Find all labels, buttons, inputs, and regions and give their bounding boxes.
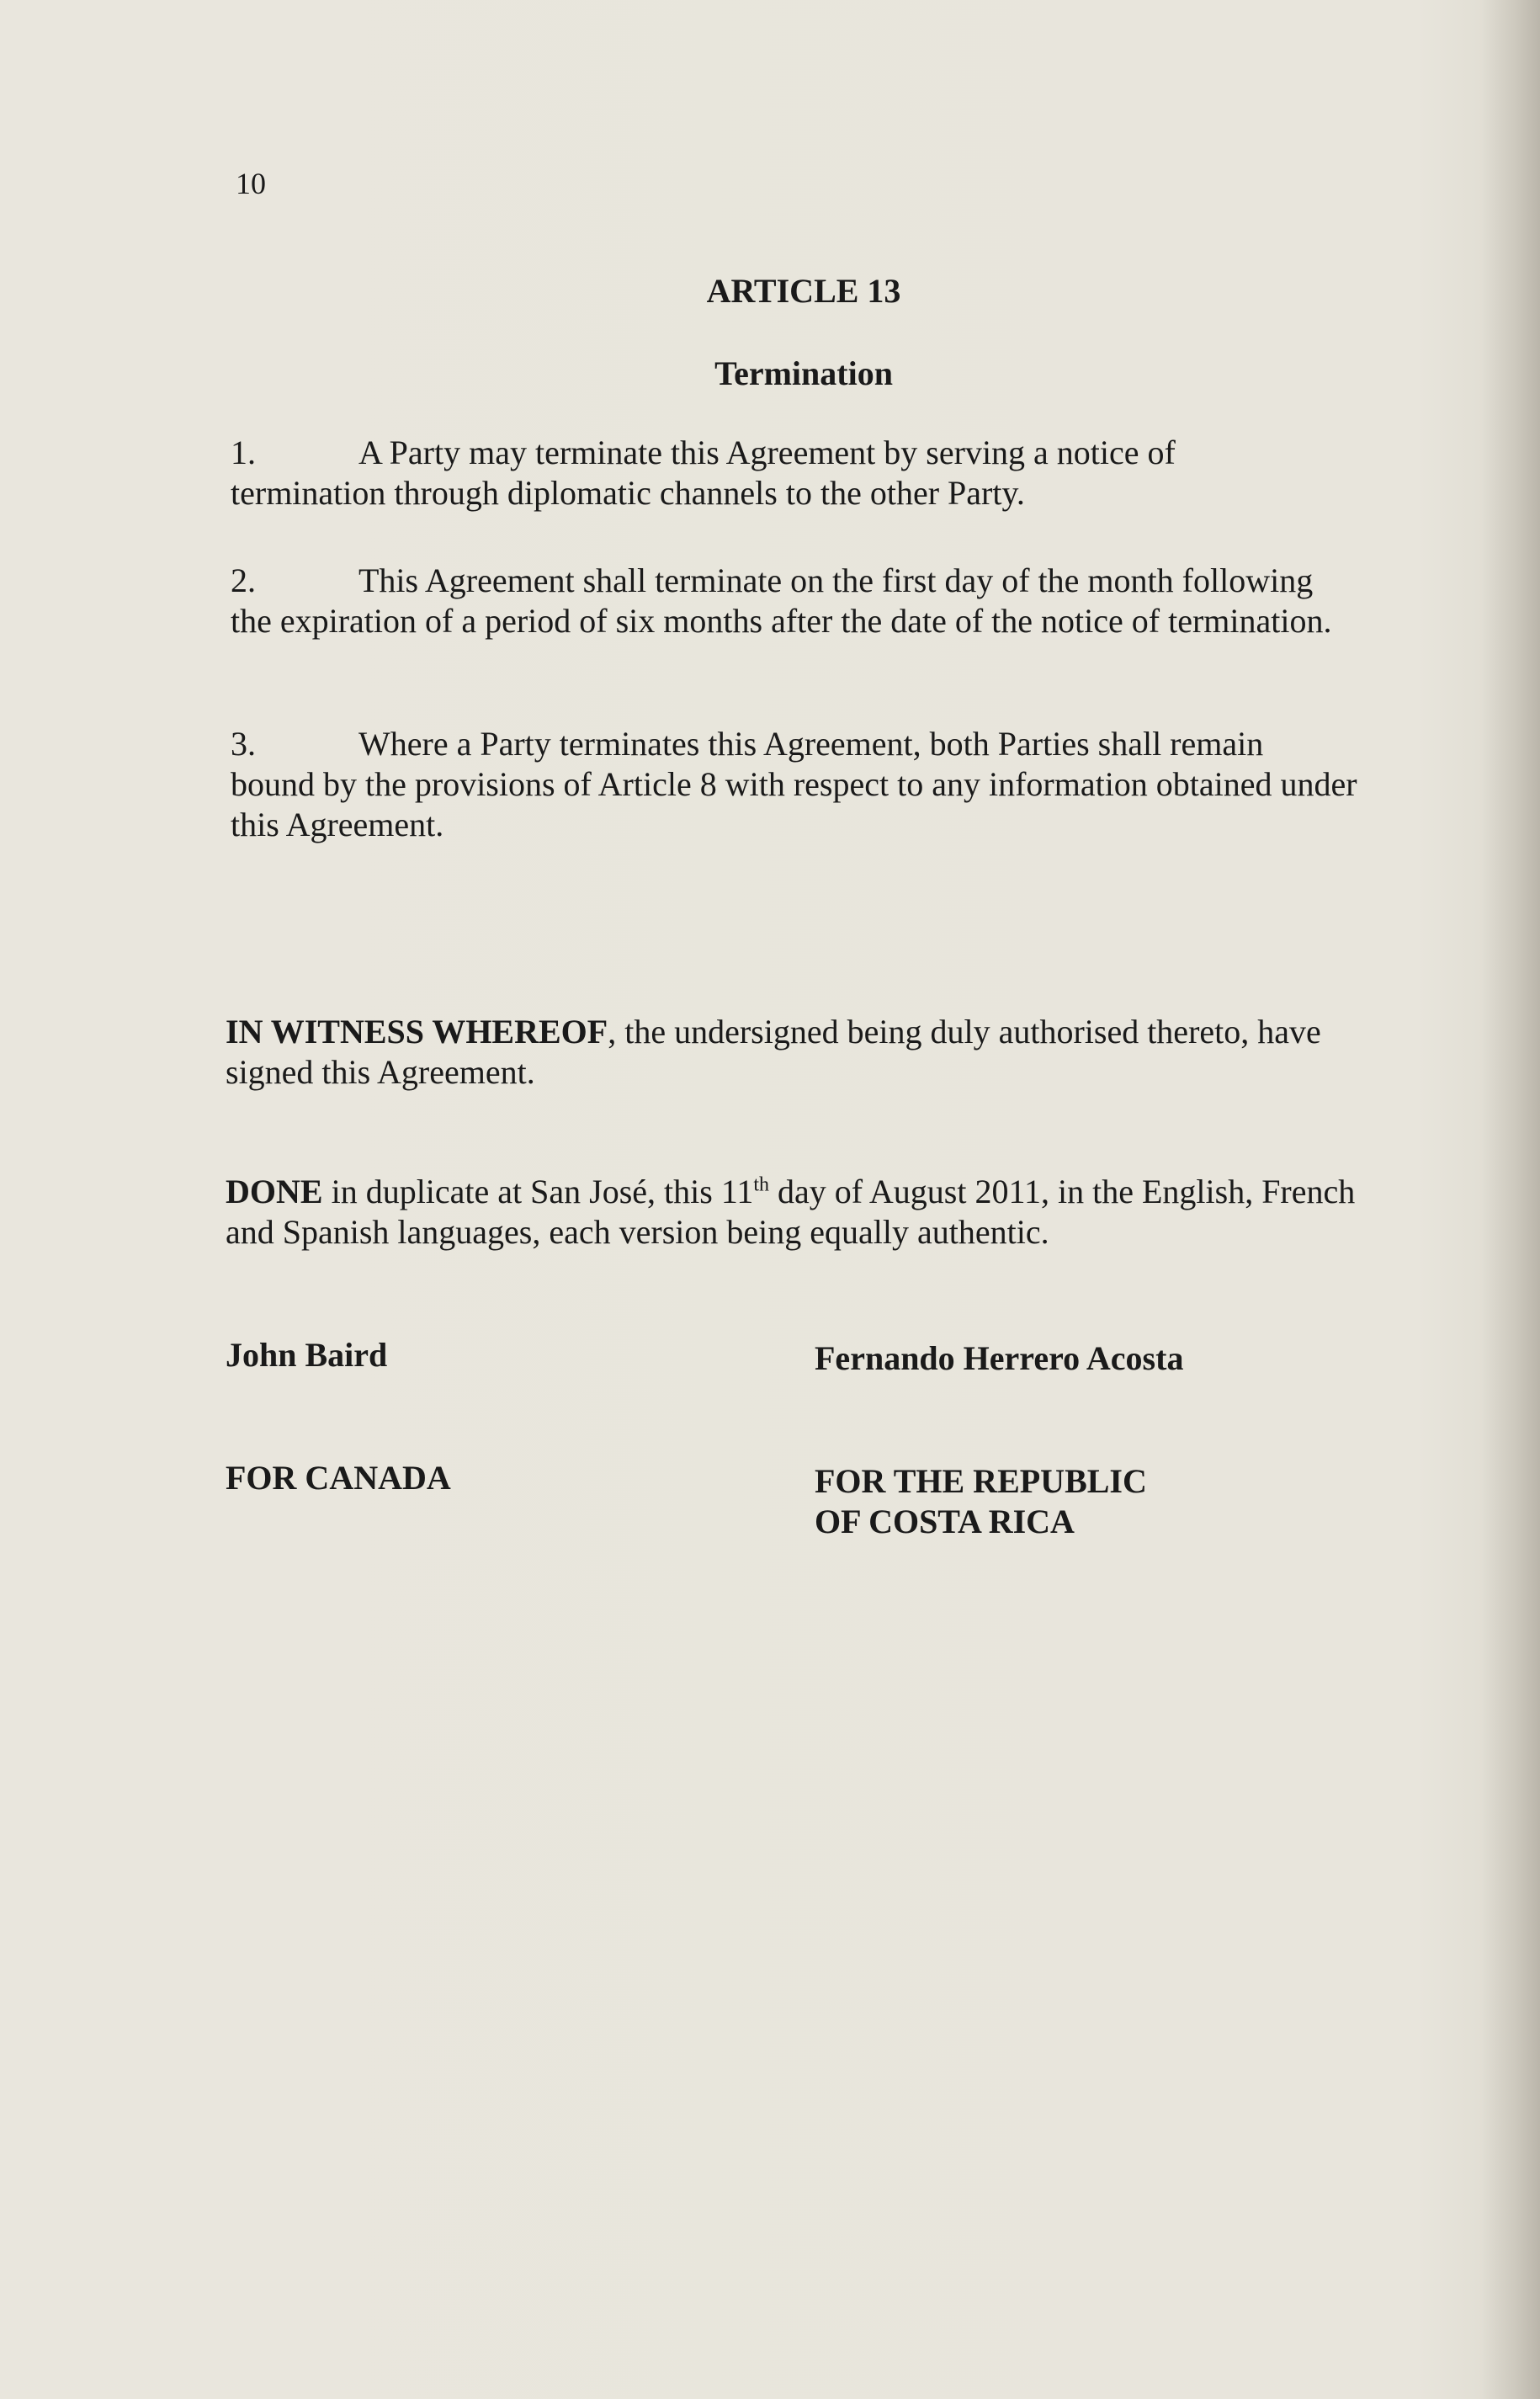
ordinal-suffix: th: [753, 1173, 770, 1196]
signatory-right-name: Fernando Herrero Acosta: [815, 1339, 1184, 1377]
paragraph-2: [231, 561, 1383, 641]
witness-text: , the undersigned being duly authorised thereto, have signed this Agreement.: [226, 1013, 1321, 1091]
signatory-right-for-line1: FOR THE REPUBLIC: [815, 1462, 1147, 1500]
signatory-left-for: FOR CANADA: [226, 1459, 451, 1497]
paragraph-3: [231, 724, 1383, 845]
done-text-before: in duplicate at San José, this 11: [322, 1173, 754, 1210]
witness-lead: IN WITNESS WHEREOF: [226, 1013, 608, 1051]
done-text-after: day of August 2011, in the English, French and Spanish languages, each version being equally authentic.: [226, 1173, 1356, 1251]
done-lead: DONE: [226, 1173, 323, 1210]
paragraph-first-line: A Party may terminate this Agreement by serving a notice of: [358, 434, 1176, 471]
paragraph-first-line: This Agreement shall terminate on the first day of the month following: [358, 561, 1314, 599]
paragraph-text: bound by the provisions of Article 8 with respect to any information obtained under this Agreement.: [231, 765, 1357, 843]
page-number: 10: [236, 167, 266, 200]
witness-clause: [226, 1012, 1387, 1093]
paragraph-number: 3.: [231, 725, 256, 763]
article-heading: ARTICLE 13: [706, 272, 901, 310]
article-subheading: Termination: [714, 354, 893, 392]
paragraph-1: [231, 433, 1383, 513]
paragraph-number: 2.: [231, 561, 256, 599]
paragraph-first-line: Where a Party terminates this Agreement, both Parties shall remain: [358, 725, 1264, 763]
signatory-left-name: John Baird: [226, 1336, 388, 1374]
signatory-right-for: [815, 1461, 1147, 1542]
done-clause: [226, 1172, 1387, 1253]
paragraph-number: 1.: [231, 434, 256, 471]
paragraph-text: termination through diplomatic channels to the other Party.: [231, 474, 1025, 512]
paragraph-text: the expiration of a period of six months after the date of the notice of termination.: [231, 602, 1332, 640]
signatory-right-for-line2: OF COSTA RICA: [815, 1503, 1075, 1540]
